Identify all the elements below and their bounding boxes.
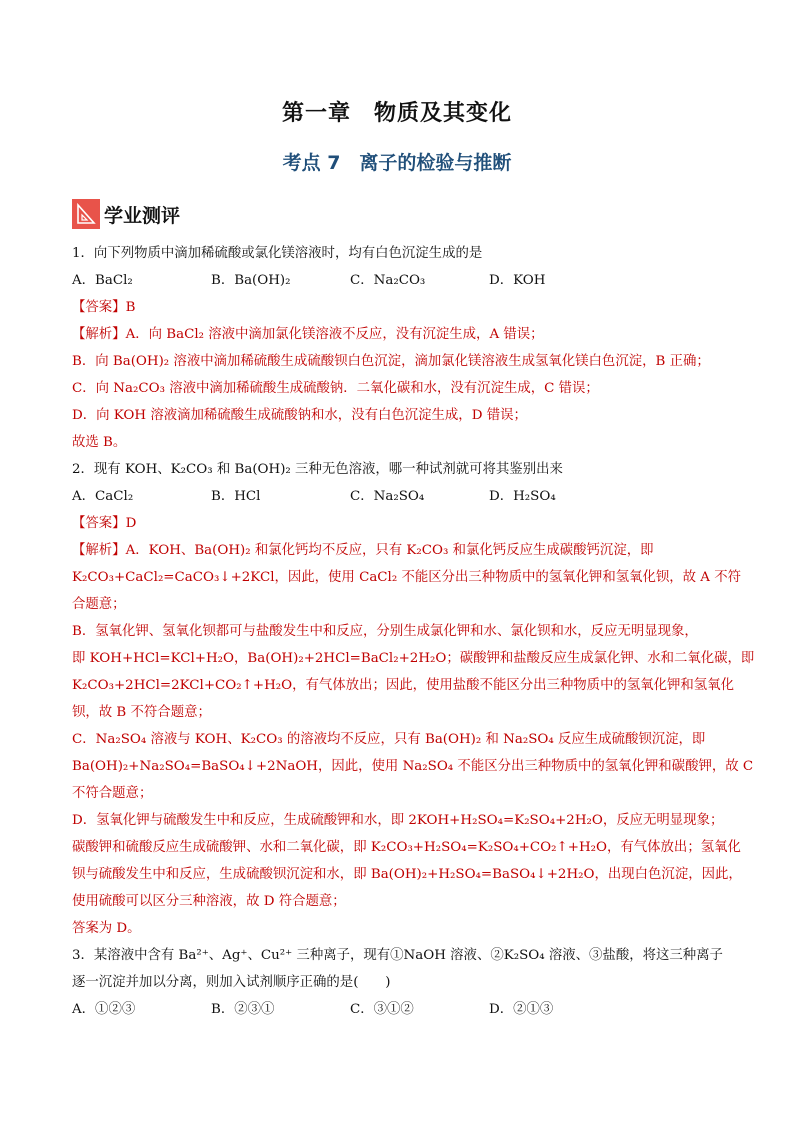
- q1-answer: [72, 294, 732, 321]
- q1-stem: 1．向下列物质中滴加稀硫酸或氯化镁溶液时，均有白色沉淀生成的是: [72, 246, 483, 261]
- q1-analysis-line: [72, 321, 732, 348]
- q2-options: [72, 483, 732, 510]
- q1-analysis-line: B．向 Ba(OH)₂ 溶液中滴加稀硫酸生成硫酸钡白色沉淀，滴加氯化镁溶液生成氢氧化镁白色沉淀，B 正确；: [72, 354, 710, 369]
- q2-analysis-line: B．氢氧化钾、氢氧化钡都可与盐酸发生中和反应，分别生成氯化钾和水、氯化钡和水，反应无明显现象，: [72, 624, 698, 639]
- section-title: 考点 7 离子的检验与推断: [282, 152, 512, 174]
- q2-option-b: B．HCl: [211, 489, 261, 504]
- q2-analysis-line: Ba(OH)₂+Na₂SO₄=BaSO₄↓+2NaOH，因此，使用 Na₂SO₄ 不能区分出三种物质中的氢氧化钾和碳酸钾，故 C: [72, 759, 754, 774]
- q3-option-a: A．①②③: [72, 1002, 136, 1017]
- q3-stem-line1: 3．某溶液中含有 Ba²⁺、Ag⁺、Cu²⁺ 三种离子，现有①NaOH 溶液、②K₂SO₄ 溶液、③盐酸，将这三种离子: [72, 948, 723, 963]
- q2-conclusion: 答案为 D。: [72, 921, 141, 936]
- question-body: [72, 240, 755, 1023]
- q3-stem-line2: 逐一沉淀并加以分离，则加入试剂顺序正确的是( ): [72, 975, 391, 990]
- q2-analysis-line: C．Na₂SO₄ 溶液与 KOH、K₂CO₃ 的溶液均不反应，只有 Ba(OH)₂ 和 Na₂SO₄ 反应生成硫酸钡沉淀，即: [72, 732, 706, 747]
- q2-analysis-line: D．氢氧化钾与硫酸发生中和反应，生成硫酸钾和水，即 2KOH+H₂SO₄=K₂SO₄+2H₂O，反应无明显现象；: [72, 813, 724, 828]
- q2-answer: [72, 510, 732, 537]
- q2-stem: 2．现有 KOH、K₂CO₃ 和 Ba(OH)₂ 三种无色溶液，哪一种试剂就可将其鉴别出来: [72, 462, 563, 477]
- q3-option-d: D．②①③: [489, 1002, 554, 1017]
- q3-options: [72, 996, 732, 1023]
- chapter-title: 第一章 物质及其变化: [281, 101, 512, 126]
- q2-option-d: D．H₂SO₄: [489, 489, 556, 504]
- q1-analysis-text: A．向 BaCl₂ 溶液中滴加氯化镁溶液不反应，没有沉淀生成，A 错误；: [125, 327, 544, 342]
- q1-option-a: A．BaCl₂: [72, 273, 133, 288]
- q2-analysis-line: K₂CO₃+CaCl₂=CaCO₃↓+2KCl，因此，使用 CaCl₂ 不能区分出三种物质中的氢氧化钾和氢氧化钡，故 A 不符: [72, 570, 742, 585]
- q1-option-c: C．Na₂CO₃: [350, 273, 426, 288]
- q1-analysis-line: C．向 Na₂CO₃ 溶液中滴加稀硫酸生成硫酸钠．二氧化碳和水，没有沉淀生成，C 错误；: [72, 381, 599, 396]
- q2-option-a: A．CaCl₂: [72, 489, 134, 504]
- q2-analysis-line: 使用硫酸可以区分三种溶液，故 D 符合题意；: [72, 894, 346, 909]
- answer-tag: 【答案】: [72, 516, 126, 531]
- q2-analysis-line: 不符合题意；: [72, 786, 153, 801]
- analysis-tag: 【解析】: [72, 327, 126, 342]
- q2-analysis-line: 即 KOH+HCl=KCl+H₂O，Ba(OH)₂+2HCl=BaCl₂+2H₂O；碳酸钾和盐酸反应生成氯化钾、水和二氧化碳，即: [72, 651, 755, 666]
- q2-answer-value: D: [125, 516, 137, 531]
- q2-analysis-line: 钡，故 B 不符合题意；: [72, 705, 211, 720]
- q1-option-d: D．KOH: [489, 273, 546, 288]
- q1-option-b: B．Ba(OH)₂: [211, 273, 291, 288]
- q2-analysis-line: K₂CO₃+2HCl=2KCl+CO₂↑+H₂O，有气体放出；因此，使用盐酸不能区分出三种物质中的氢氧化钾和氢氧化: [72, 678, 734, 693]
- triangle-ruler-icon: [72, 199, 100, 229]
- answer-tag: 【答案】: [72, 300, 126, 315]
- q2-analysis-line: [72, 537, 732, 564]
- q2-analysis-line: 钡与硫酸发生中和反应，生成硫酸钡沉淀和水，即 Ba(OH)₂+H₂SO₄=BaSO₄↓+2H₂O，出现白色沉淀，因此，: [72, 867, 742, 882]
- q1-analysis-line: D．向 KOH 溶液滴加稀硫酸生成硫酸钠和水，没有白色沉淀生成，D 错误；: [72, 408, 527, 423]
- analysis-tag: 【解析】: [72, 543, 126, 558]
- q2-analysis-line: 合题意；: [72, 597, 126, 612]
- q1-answer-value: B: [125, 300, 136, 315]
- q3-option-c: C．③①②: [350, 1002, 414, 1017]
- badge-title: 学业测评: [104, 204, 181, 227]
- q2-option-c: C．Na₂SO₄: [350, 489, 425, 504]
- q1-conclusion: 故选 B。: [72, 435, 127, 450]
- section-badge: [72, 198, 180, 230]
- q2-analysis-text: A．KOH、Ba(OH)₂ 和氯化钙均不反应，只有 K₂CO₃ 和氯化钙反应生成碳酸钙沉淀，即: [125, 543, 654, 558]
- q3-option-b: B．②③①: [211, 1002, 275, 1017]
- q2-analysis-line: 碳酸钾和硫酸反应生成硫酸钾、水和二氧化碳，即 K₂CO₃+H₂SO₄=K₂SO₄+CO₂↑+H₂O，有气体放出；氢氧化: [72, 840, 741, 855]
- q1-options: [72, 267, 732, 294]
